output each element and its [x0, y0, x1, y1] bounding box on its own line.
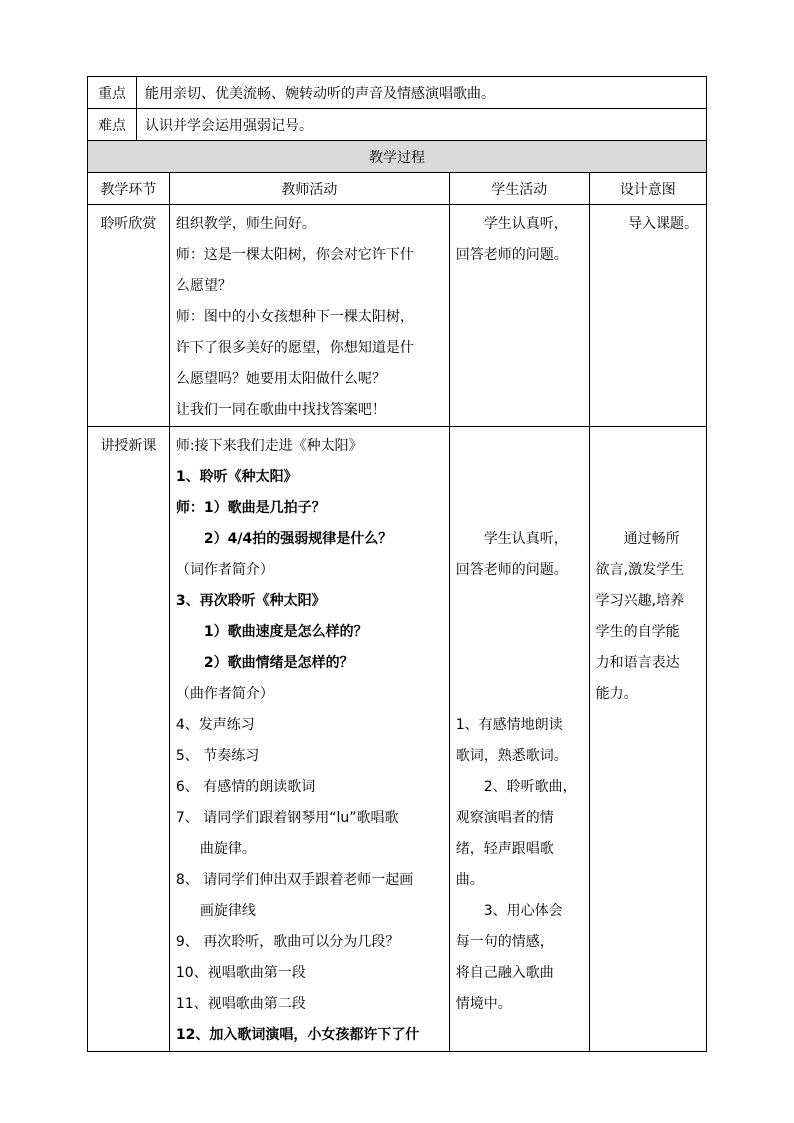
- header-stage: 教学环节: [88, 173, 170, 205]
- teacher-cell: [169, 427, 449, 1052]
- teacher-line: （曲作者简介）: [175, 686, 274, 702]
- difficulty-row: [88, 109, 707, 141]
- student-line: 情境中。: [455, 996, 512, 1012]
- student-line: 歌词，熟悉歌词。: [455, 748, 568, 764]
- student-line: 学生认真听，: [483, 216, 568, 232]
- student-line: 3、用心体会: [483, 903, 563, 919]
- teacher-line: 8、 请同学们伸出双手跟着老师一起画: [175, 872, 414, 888]
- difficulty-text: 认识并学会运用强弱记号。: [137, 109, 707, 141]
- teacher-line: 么愿望吗？她要用太阳做什么呢？: [175, 371, 386, 387]
- intent-line: 导入课题。: [628, 216, 698, 232]
- header-student: 学生活动: [449, 173, 589, 205]
- teacher-line: 师：图中的小女孩想种下一棵太阳树，: [175, 309, 414, 325]
- stage-cell: [88, 427, 170, 1052]
- teacher-line: 1）歌曲速度是怎么样的？: [203, 624, 368, 640]
- intent-cell: [589, 205, 706, 427]
- student-line: 将自己融入歌曲: [455, 965, 554, 981]
- teacher-line: 10、视唱歌曲第一段: [175, 965, 306, 981]
- teacher-line: 1、聆听《种太阳》: [175, 469, 298, 485]
- student-line: 2、聆听歌曲，: [483, 779, 577, 795]
- teacher-line: 组织教学，师生问好。: [175, 216, 316, 232]
- student-line: 1、有感情地朗读: [455, 717, 563, 733]
- student-line: 每一句的情感，: [455, 934, 554, 950]
- intent-line: 通过畅所: [623, 531, 680, 547]
- intent-line: 能力。: [595, 686, 638, 702]
- student-line: 回答老师的问题。: [455, 247, 568, 263]
- key-point-label: 重点: [88, 77, 137, 109]
- teacher-line: 曲旋律。: [199, 841, 256, 857]
- header-intent: 设计意图: [589, 173, 706, 205]
- student-line: 曲。: [455, 872, 484, 888]
- teacher-line: 画旋律线: [199, 903, 256, 919]
- table-row: [88, 205, 707, 427]
- focus-table: [87, 76, 707, 141]
- teacher-line: 3、再次聆听《种太阳》: [175, 593, 326, 609]
- stage-label: 讲授新课: [100, 438, 157, 454]
- teacher-line: 7、 请同学们跟着钢琴用“lu”歌唱歌: [175, 810, 399, 826]
- intent-cell: [589, 427, 706, 1052]
- teacher-line: 师：这是一棵太阳树，你会对它许下什: [175, 247, 414, 263]
- student-cell: [449, 205, 589, 427]
- teacher-line: 2）歌曲情绪是怎样的？: [203, 655, 354, 671]
- student-line: 绪，轻声跟唱歌: [455, 841, 554, 857]
- teacher-line: （词作者简介）: [175, 562, 274, 578]
- teacher-line: 6、 有感情的朗读歌词: [175, 779, 316, 795]
- teacher-line: 12、加入歌词演唱，小女孩都许下了什: [175, 1027, 420, 1043]
- stage-cell: [88, 205, 170, 427]
- intent-line: 学生的自学能: [595, 624, 680, 640]
- teaching-process-table: [87, 140, 707, 1052]
- teacher-line: 许下了很多美好的愿望，你想知道是什: [175, 340, 414, 356]
- table-row: [88, 427, 707, 1052]
- teacher-line: 5、 节奏练习: [175, 748, 260, 764]
- teacher-line: 么愿望？: [175, 278, 232, 294]
- teacher-line: 师:接下来我们走进《种太阳》: [175, 438, 363, 454]
- teacher-line: 2）4/4拍的强弱规律是什么？: [203, 531, 393, 547]
- intent-line: 学习兴趣,培养: [595, 593, 685, 609]
- key-point-row: [88, 77, 707, 109]
- student-line: 观察演唱者的情: [455, 810, 554, 826]
- teacher-line: 9、 再次聆听，歌曲可以分为几段？: [175, 934, 400, 950]
- teacher-line: 师：1）歌曲是几拍子？: [175, 500, 326, 516]
- difficulty-label: 难点: [88, 109, 137, 141]
- teacher-cell: [169, 205, 449, 427]
- student-line: 回答老师的问题。: [455, 562, 568, 578]
- intent-line: 欲言,激发学生: [595, 562, 685, 578]
- student-cell: [449, 427, 589, 1052]
- stage-label: 聆听欣赏: [100, 216, 157, 232]
- key-point-text: 能用亲切、优美流畅、婉转动听的声音及情感演唱歌曲。: [137, 77, 707, 109]
- header-row: [88, 173, 707, 205]
- process-banner: 教学过程: [88, 141, 707, 173]
- teacher-line: 4、发声练习: [175, 717, 255, 733]
- intent-line: 力和语言表达: [595, 655, 680, 671]
- header-teacher: 教师活动: [169, 173, 449, 205]
- teacher-line: 11、视唱歌曲第二段: [175, 996, 306, 1012]
- student-line: 学生认真听，: [483, 531, 568, 547]
- teacher-line: 让我们一同在歌曲中找找答案吧！: [175, 402, 386, 418]
